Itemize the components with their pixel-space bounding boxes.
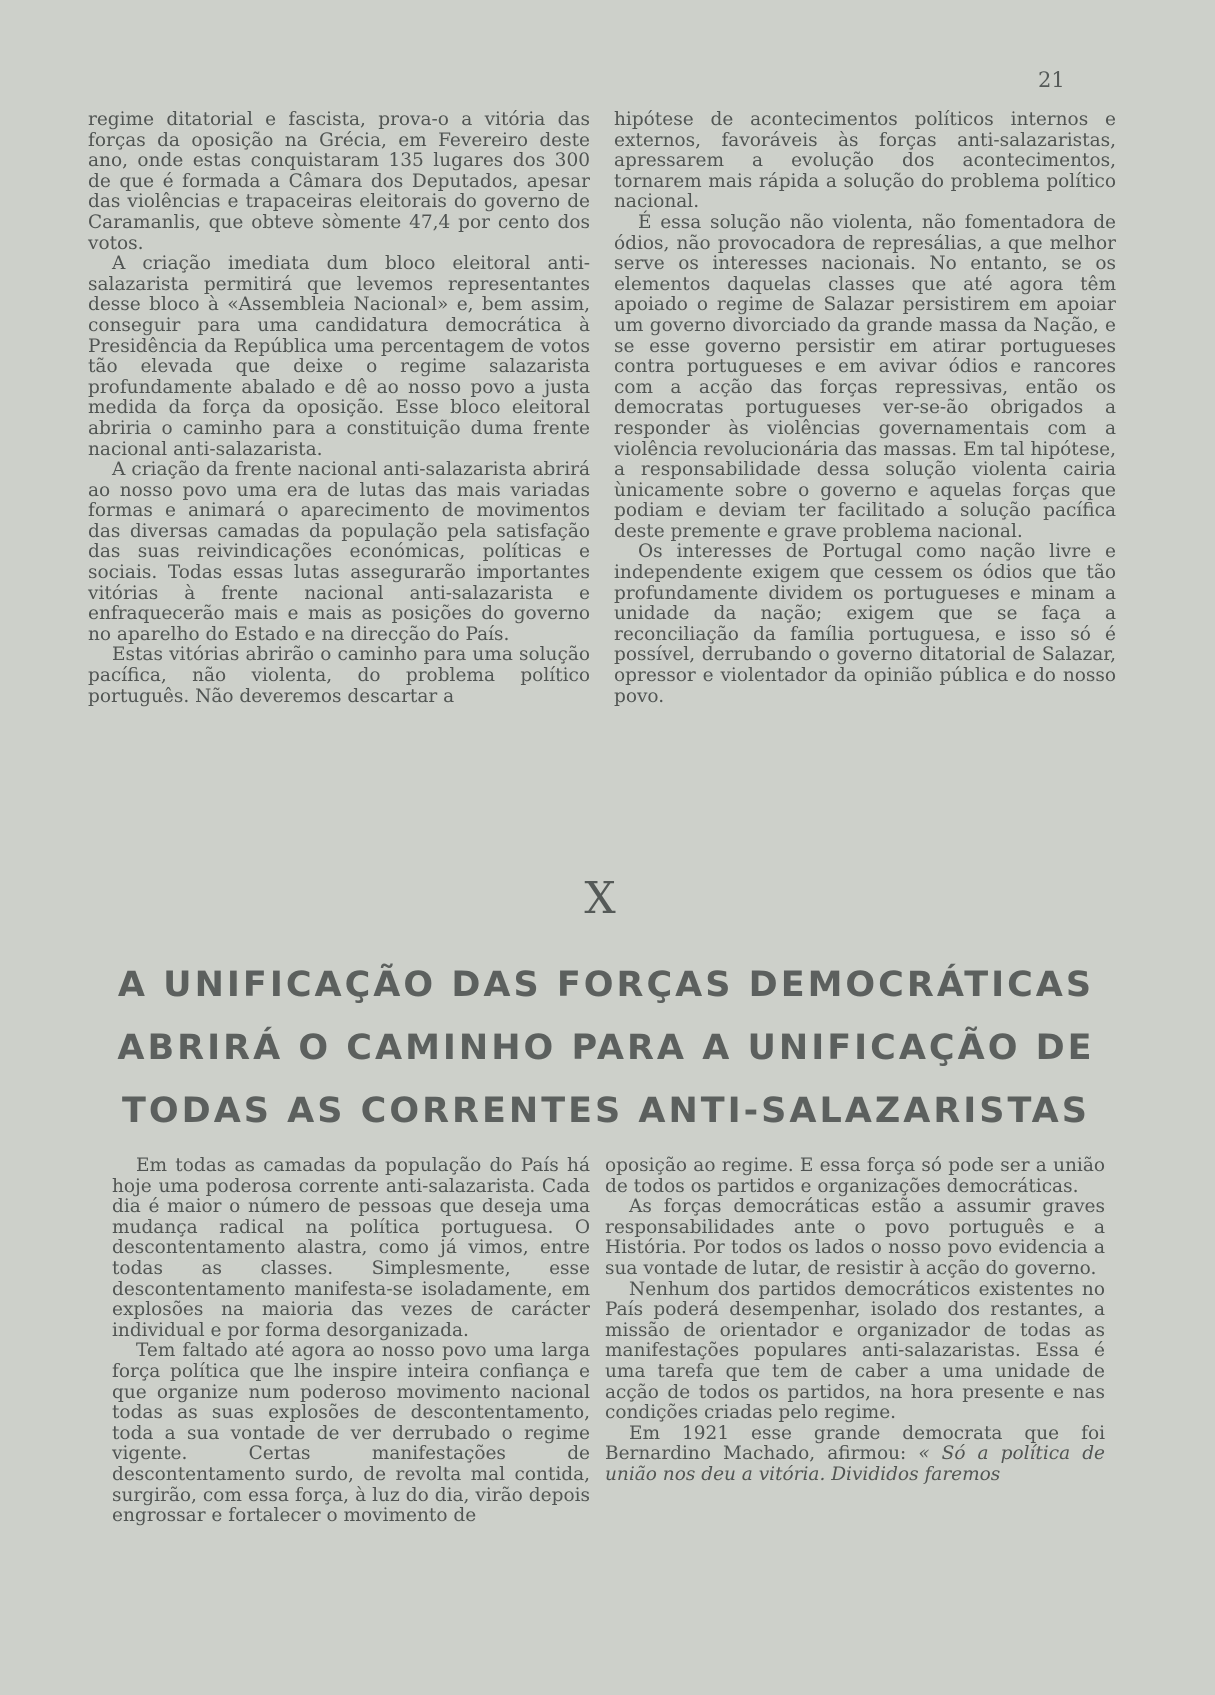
paragraph: hipótese de acontecimentos políticos internos e externos, favoráveis às forças anti-salazaristas, apressarem a evolução dos acontecimentos, tornarem mais rápida a solução do problema político nacional. [614,109,1116,213]
column-bottom-right [605,1156,1105,1486]
paragraph: As forças democráticas estão a assumir graves responsabilidades ante o povo português e a História. Por todos os lados o nosso povo evidencia a sua vontade de lutar, de resistir à acção do governo. [605,1196,1105,1279]
paragraph: Em todas as camadas da população do País há hoje uma poderosa corrente anti-salazarista. Cada dia é maior o número de pessoas que deseja uma mudança radical na política portuguesa. O descontentamento alastra, como já vimos, entre todas as classes. Simplesmente, esse descontentamento manifesta-se isoladamente, em explosões na maioria das vezes de carácter individual e por forma desorganizada. [112,1155,590,1341]
paragraph: Nenhum dos partidos democráticos existentes no País poderá desempenhar, isolado dos restantes, a missão de orientador e organizador de todas as manifestações populares anti-salazaristas. Essa é uma tarefa que tem de caber a uma unidade de acção de todos os partidos, na hora presente e nas condições criadas pelo regime. [605,1278,1105,1424]
quotation: « Só a política de união nos deu a vitória. Divididos faremos [605,1443,1106,1485]
paragraph: Estas vitórias abrirão o caminho para uma solução pacífica, não violenta, do problema político português. Não deveremos descartar a [88,644,590,707]
column-top-right [614,110,1116,707]
paragraph: A criação da frente nacional anti-salazarista abrirá ao nosso povo uma era de lutas das mais variadas formas e animará o aparecimento de movimentos das diversas camadas da população pela satisfação das suas reivindicações económicas, políticas e sociais. Todas essas lutas assegurarão importantes vitórias à frente nacional anti-salazarista e enfraquecerão mais e mais as posições do governo no aparelho do Estado e na direcção do País. [88,459,590,645]
paragraph [605,1424,1105,1486]
paragraph: Os interesses de Portugal como nação livre e independente exigem que cessem os ódios que tão profundamente dividem os portugueses e minam a unidade da nação; exigem que se faça a reconciliação da família portuguesa, e isso só é possível, derrubando o governo ditatorial de Salazar, opressor e violentador da opinião pública e do nosso povo. [614,541,1116,707]
paragraph: É essa solução não violenta, não fomentadora de ódios, não provocadora de represálias, a que melhor serve os interesses nacionais. No entanto, se os elementos daquelas classes que até agora têm apoiado o regime de Salazar persistirem em apoiar um governo divorciado da grande massa da Nação, e se esse governo persistir em atirar portugueses contra portugueses e em avivar ódios e rancores com a acção das forças repressivas, então os democratas portugueses ver-se-ão obrigados a responder às violências governamentais com a violência revolucionária das massas. Em tal hipótese, a responsabilidade dessa solução violenta cairia ùnicamente sobre o governo e aquelas forças que podiam e deviam ter facilitado a solução pacífica deste premente e grave problema nacional. [614,211,1116,542]
paragraph: A criação imediata dum bloco eleitoral anti-salazarista permitirá que levemos representantes desse bloco à «Assembleia Nacional» e, bem assim, conseguir para uma candidatura democrática à Presidência da República uma percentagem de votos tão elevada que deixe o regime salazarista profundamente abalado e dê ao nosso povo a justa medida da força da oposição. Esse bloco eleitoral abriria o caminho para a constituição duma frente nacional anti-salazarista. [88,253,590,460]
chapter-numeral: X [584,873,616,924]
chapter-headline-line-2: ABRIRÁ O CAMINHO PARA A UNIFICAÇÃO DE [117,1028,1095,1068]
page-number: 21 [1038,68,1065,92]
paragraph: Tem faltado até agora ao nosso povo uma larga força política que lhe inspire inteira confiança e que organize num poderoso movimento nacional todas as suas explosões de descontentamento, toda a sua vontade de ver derrubado o regime vigente. Certas manifestações de descontentamento surdo, de revolta mal contida, surgirão, com essa força, à luz do dia, virão depois engrossar e fortalecer o movimento de [112,1340,590,1527]
chapter-headline-line-1: A UNIFICAÇÃO DAS FORÇAS DEMOCRÁTICAS [117,965,1095,1005]
paragraph: regime ditatorial e fascista, prova-o a vitória das forças da oposição na Grécia, em Fevereiro deste ano, onde estas conquistaram 135 lugares dos 300 de que é formada a Câmara dos Deputados, apesar das violências e trapaceiras eleitorais do governo de Caramanlis, que obteve sòmente 47,4 por cento dos votos. [88,109,590,254]
chapter-headline-line-3: TODAS AS CORRENTES ANTI-SALAZARISTAS [122,1091,1090,1131]
column-top-left [88,110,590,707]
paragraph-text: Em 1921 esse grande democrata que foi Bernardino Machado, afirmou: [605,1422,1105,1465]
paragraph: oposição ao regime. E essa força só pode ser a união de todos os partidos e organizações democráticas. [605,1155,1105,1197]
column-bottom-left [112,1156,590,1527]
